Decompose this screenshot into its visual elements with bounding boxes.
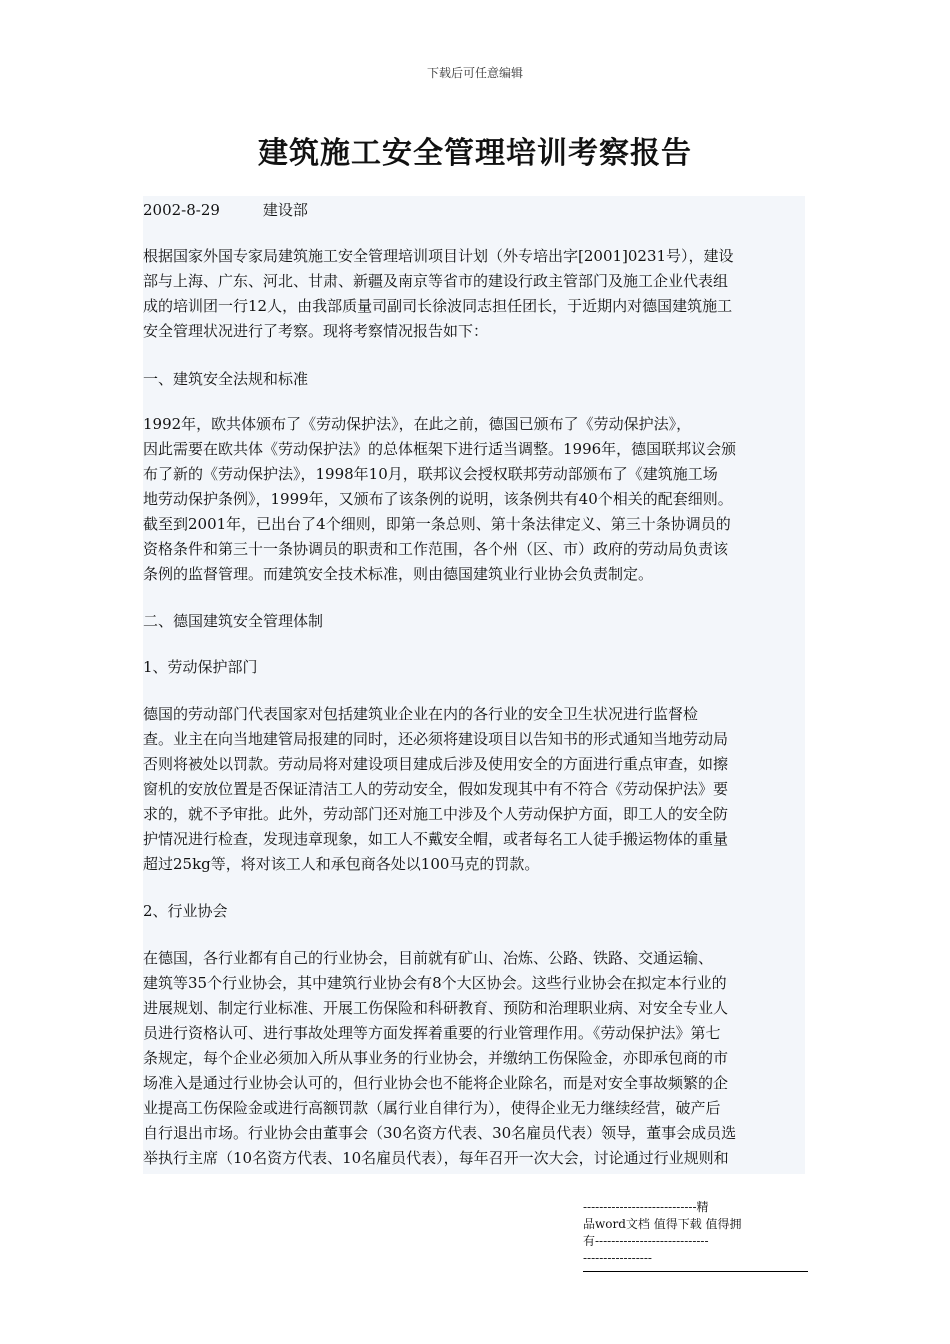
intro-paragraph: 根据国家外国专家局建筑施工安全管理培训项目计划（外专培出字[2001]0231号），建设 部与上海、广东、河北、甘肃、新疆及南京等省市的建设行政主管部门及施工企业代表组 成的培训团一行12人，由我部质量司副司长徐波同志担任团长，于近期内对德国建筑施工 安全管理状况进行了考察。现将考察情况报告如下： [143,247,734,340]
subsection-heading-2: 2、行业协会 [143,902,228,920]
section-1-paragraph: 1992年，欧共体颁布了《劳动保护法》，在此之前，德国已颁布了《劳动保护法》， 因此需要在欧共体《劳动保护法》的总体框架下进行适当调整。1996年，德国联邦议会颁 布了新的《劳动保护法》，1998年10月，联邦议会授权联邦劳动部颁布了《建筑施工场 地劳动保护条例》，1999年，又颁布了该条例的说明，该条例共有40个相关的配套细则。 截至到2001年，已出台了4个细则，即第一条总则、第十条法律定义、第三十条协调员的 资格条件和第三十一条协调员的职责和工作范围，各个州（区、市）政府的劳动局负责该 条例的监督管理。而建筑安全技术标准，则由德国建筑业行业协会负责制定。 [143,415,737,583]
dateline: 2002-8-29 建设部 [143,201,308,219]
document-title: 建筑施工安全管理培训考察报告 [258,136,692,171]
section-heading-2: 二、德国建筑安全管理体制 [143,612,324,630]
footer-note: ----------------------------精 品word文档 值得下载 值得拥 有---------------------------- ----------------- [583,1199,808,1272]
subsection-1-paragraph: 德国的劳动部门代表国家对包括建筑业企业在内的各行业的安全卫生状况进行监督检 查。业主在向当地建管局报建的同时，还必须将建设项目以告知书的形式通知当地劳动局 否则将被处以罚款。劳动局将对建设项目建成后涉及使用安全的方面进行重点审查，如擦 窗机的安放位置是否保证清洁工人的劳动安全，假如发现其中有不符合《劳动保护法》要 求的，就不予审批。此外，劳动部门还对施工中涉及个人劳动保护方面，即工人的安全防 护情况进行检查，发现违章现象，如工人不戴安全帽，或者每名工人徒手搬运物体的重量 超过25kg等，将对该工人和承包商各处以100马克的罚款。 [143,705,729,873]
subsection-2-paragraph: 在德国，各行业都有自己的行业协会，目前就有矿山、冶炼、公路、铁路、交通运输、 建筑等35个行业协会，其中建筑行业协会有8个大区协会。这些行业协会在拟定本行业的 进展规划、制定行业标准、开展工伤保险和科研教育、预防和治理职业病、对安全专业人 员进行资格认可、进行事故处理等方面发挥着重要的行业管理作用。《劳动保护法》第七 条规定，每个企业必须加入所从事业务的行业协会，并缴纳工伤保险金，亦即承包商的市 场准入是通过行业协会认可的，但行业协会也不能将企业除名，而是对安全事故频繁的企 业提高工伤保险金或进行高额罚款（属行业自律行为），使得企业无力继续经营，破产后 自行退出市场。行业协会由董事会（30名资方代表、30名雇员代表）领导，董事会成员选 举执行主席（10名资方代表、10名雇员代表），每年召开一次大会，讨论通过行业规则和 [143,949,737,1167]
subsection-heading-1: 1、劳动保护部门 [143,658,258,676]
section-heading-1: 一、建筑安全法规和标准 [143,370,309,388]
page-header: 下载后可任意编辑 [426,66,523,80]
document-body [143,196,805,1174]
